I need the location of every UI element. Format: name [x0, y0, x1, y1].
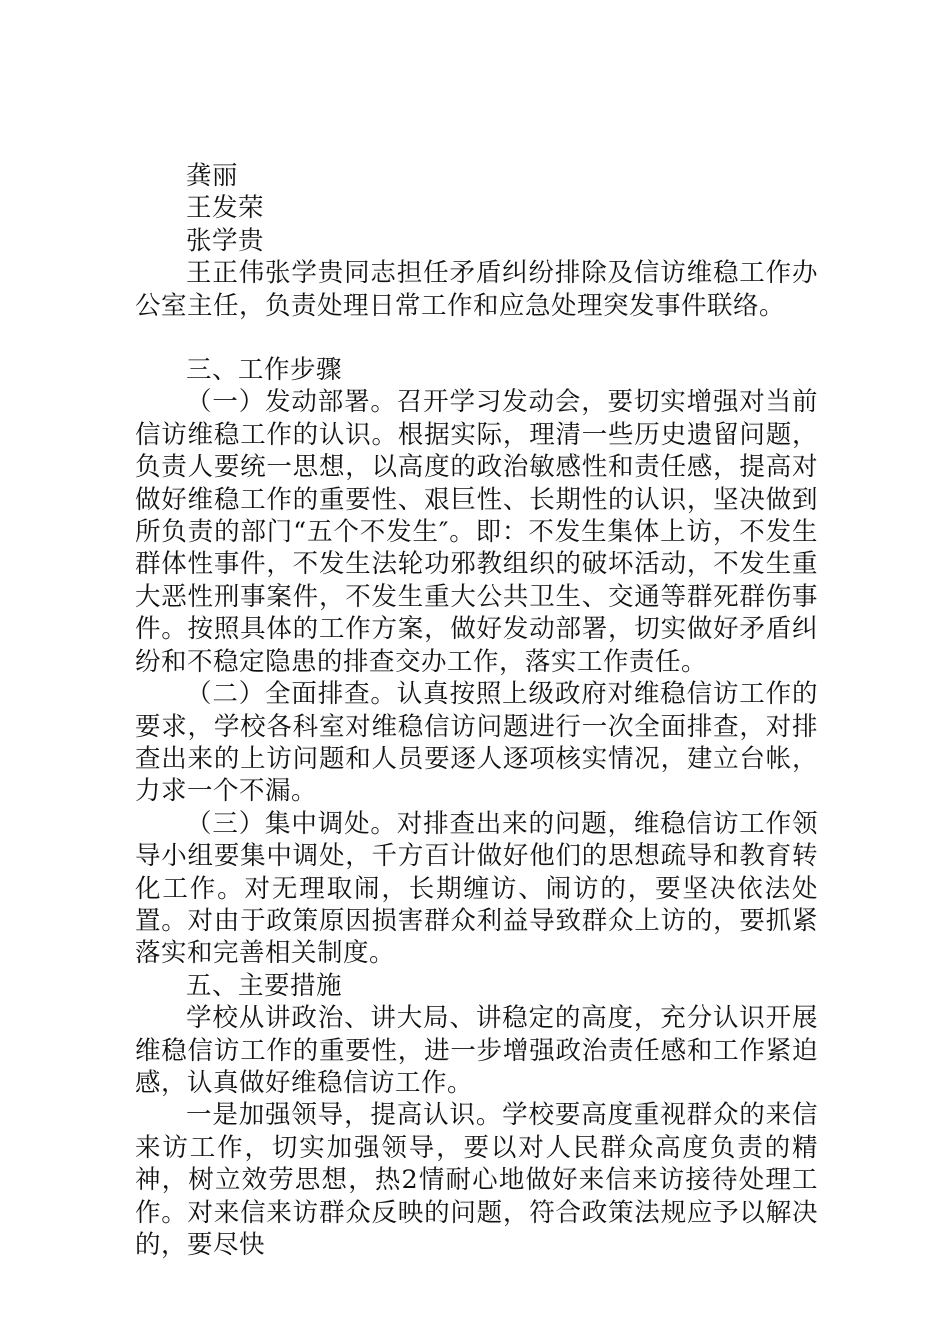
- name-line-3: 张学贵: [186, 225, 265, 256]
- step-2-paragraph: （二）全面排查。认真按照上级政府对维稳信访工作的要求，学校各科室对维稳信访问题进行一次全面排查，对排查出来的上访问题和人员要逐人逐项核实情况，建立台帐，力求一个不漏。: [135, 679, 818, 807]
- measures-intro-paragraph: 学校从讲政治、讲大局、讲稳定的高度，充分认识开展维稳信访工作的重要性，进一步增强政治责任感和工作紧迫感，认真做好维稳信访工作。: [135, 1003, 818, 1098]
- step-1-paragraph: （一）发动部署。召开学习发动会，要切实增强对当前信访维稳工作的认识。根据实际，理清一些历史遗留问题，负责人要统一思想，以高度的政治敏感性和责任感，提高对做好维稳工作的重要性、艰巨性、长期性的认识，坚决做到所负责的部门“五个不发生″。即：不发生集体上访，不发生群体性事件，不发生法轮功邪教组织的破坏活动，不发生重大恶性刑事案件，不发生重大公共卫生、交通等群死群伤事件。按照具体的工作方案，做好发动部署，切实做好矛盾纠纷和不稳定隐患的排查交办工作，落实工作责任。: [135, 387, 818, 677]
- document-body: [135, 160, 818, 1261]
- office-director-paragraph: 王正伟张学贵同志担任矛盾纠纷排除及信访维稳工作办公室主任，负责处理日常工作和应急处理突发事件联络。: [135, 258, 818, 321]
- section-heading-measures: 五、主要措施: [186, 970, 343, 1001]
- name-line-1: 龚丽: [186, 161, 239, 191]
- section-heading-steps: 三、工作步骤: [186, 355, 343, 386]
- name-line-2: 王发荣: [186, 193, 265, 224]
- step-3-paragraph: （三）集中调处。对排查出来的问题，维稳信访工作领导小组要集中调处，千方百计做好他们的思想疏导和教育转化工作。对无理取闹，长期缠访、闹访的，要坚决依法处置。对由于政策原因损害群众利益导致群众上访的，要抓紧落实和完善相关制度。: [135, 808, 818, 969]
- measure-1-paragraph: 一是加强领导，提高认识。学校要高度重视群众的来信来访工作，切实加强领导，要以对人民群众高度负责的精神，树立效劳思想，热2情耐心地做好来信来访接待处理工作。对来信来访群众反映的问题，符合政策法规应予以解决的，要尽快: [135, 1100, 818, 1260]
